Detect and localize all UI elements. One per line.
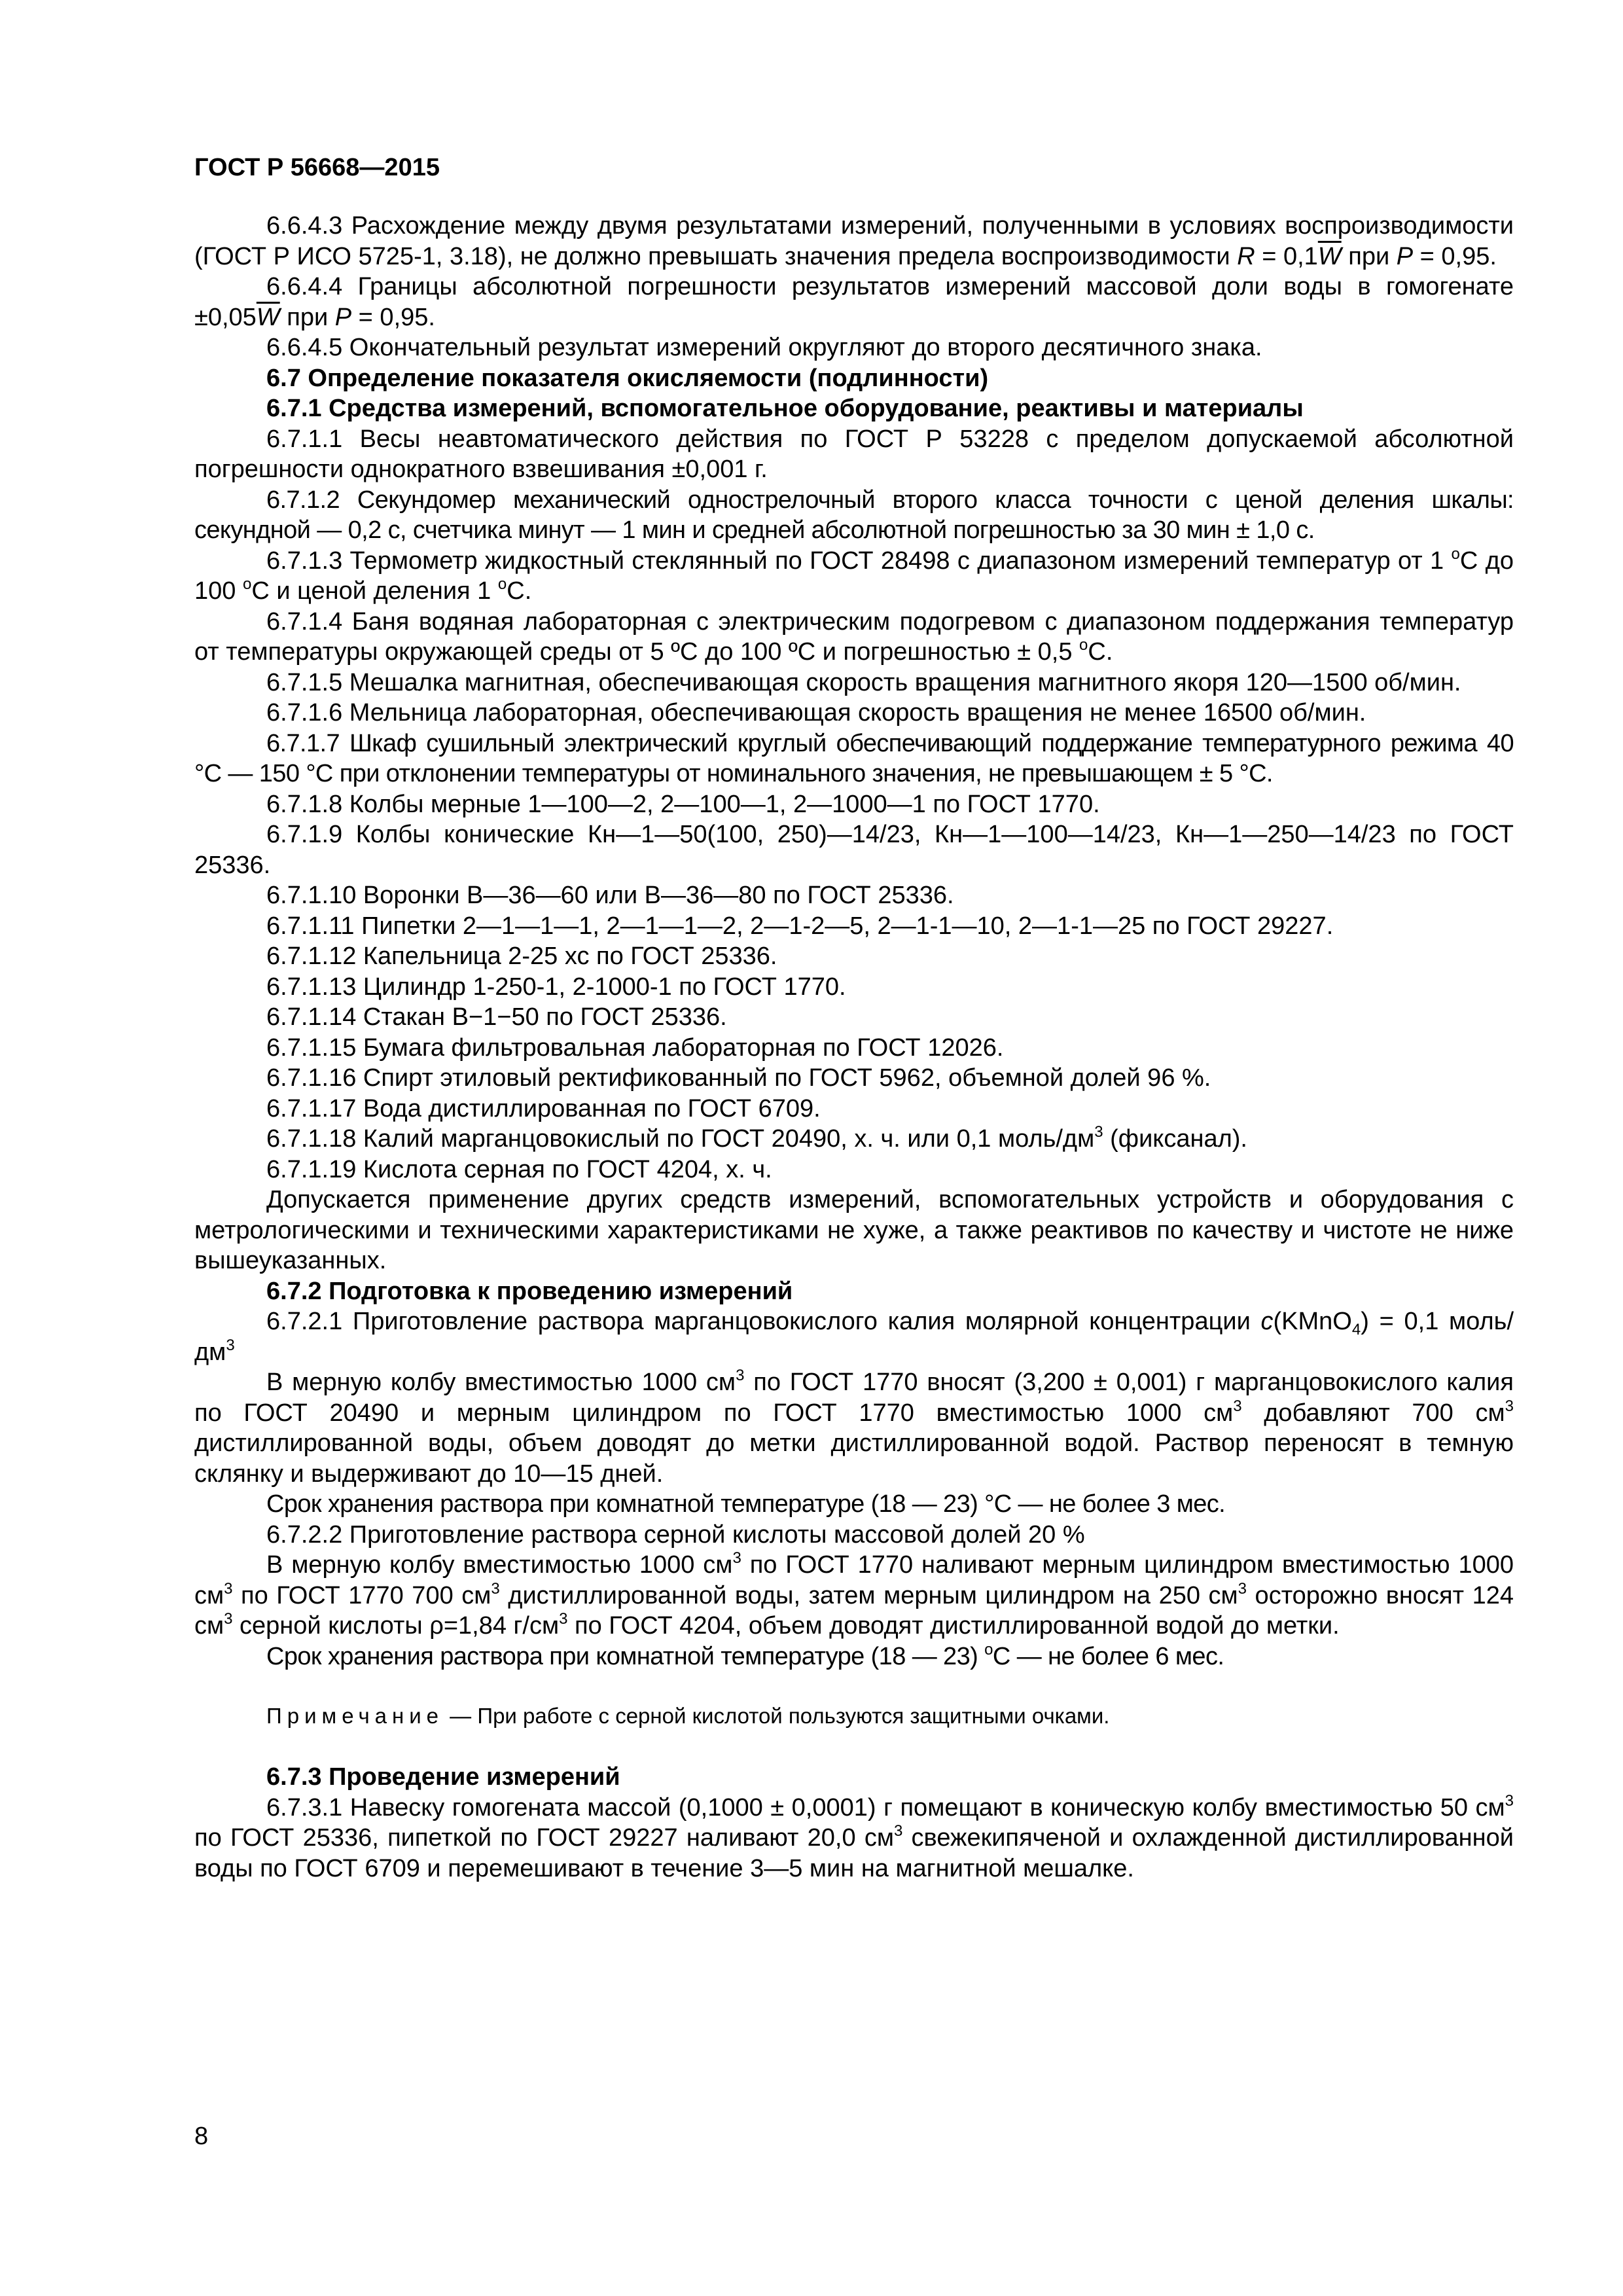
note-label: Примечание	[266, 1704, 444, 1728]
paragraph-6-7-1-10: 6.7.1.10 Воронки В—36—60 или В—36—80 по ГОСТ 25336.	[266, 882, 954, 909]
mean-w-symbol: $\overline{W}$	[1317, 242, 1342, 270]
paragraph-allowed-substitutes: Допускается применение других средств измерений, вспомогательных устройств и оборудования с метрологическими и техническими характеристиками не хуже, а также реактивов по качеству и чистоте не ниже вышеуказанных.	[194, 1186, 1514, 1274]
paragraph-6-6-4-4: 6.6.4.4 Границы абсолютной погрешности результатов измерений массовой доли воды в гомогенате $\pm 0,05\overline{W}$ при P = 0,95.	[194, 273, 1514, 331]
paragraph-6-7-3-1: 6.7.3.1 Навеску гомогената массой (0,1000 ± 0,0001) г помещают в коническую колбу вместимостью 50 $см^3$ по ГОСТ 25336, пипеткой по ГОСТ 29227 наливают 20,0 $см^3$ свежекипяченой и охлажденной дистиллированной воды по ГОСТ 6709 и перемешивают в течение 3—5 мин на магнитной мешалке.	[194, 1791, 1514, 1882]
paragraph-6-7-1-2: 6.7.1.2 Секундомер механический однострелочный второго класса точности с ценой деления шкалы: секундной — 0,2 с, счетчика минут — 1 мин и средней абсолютной погрешностью за 30 мин ± 1,0 с.	[194, 486, 1514, 544]
note	[194, 1702, 1514, 1731]
document-header: ГОСТ Р 56668—2015	[194, 154, 440, 181]
paragraph-permanganate-preparation: В мерную колбу вместимостью 1000 $см^3$ по ГОСТ 1770 вносят (3,200 ± 0,001) г марганцовокислого калия по ГОСТ 20490 и мерным цилиндром по ГОСТ 1770 вместимостью 1000 $см^3$ добавляют 700 $см^3$ дистиллированной воды, объем доводят до метки дистиллированной водой. Раствор переносят в темную склянку и выдерживают до 10—15 дней.	[194, 1367, 1514, 1488]
paragraph-6-7-1-1: 6.7.1.1 Весы неавтоматического действия по ГОСТ Р 53228 с пределом допускаемой абсолютной погрешности однократного взвешивания ±0,001 г.	[194, 425, 1514, 483]
paragraph-acid-preparation: В мерную колбу вместимостью 1000 $см^3$ по ГОСТ 1770 наливают мерным цилиндром вместимостью 1000 $см^3$ по ГОСТ 1770 700 $см^3$ дистиллированной воды, затем мерным цилиндром на 250 $см^3$ осторожно вносят 124 $см^3$ серной кислоты ρ=1,84 $г/см^3$ по ГОСТ 4204, объем доводят дистиллированной водой до метки.	[194, 1549, 1514, 1640]
paragraph-6-7-1-17: 6.7.1.17 Вода дистиллированная по ГОСТ 6709.	[266, 1094, 821, 1122]
paragraph-6-7-1-11: 6.7.1.11 Пипетки 2—1—1—1, 2—1—1—2, 2—1-2—5, 2—1-1—10, 2—1-1—25 по ГОСТ 29227.	[266, 912, 1334, 940]
heading-6-7-1: 6.7.1 Средства измерений, вспомогательное оборудование, реактивы и материалы	[266, 395, 1304, 422]
paragraph-6-6-4-5: 6.6.4.5 Окончательный результат измерений округляют до второго десятичного знака.	[266, 334, 1262, 361]
paragraph-6-7-1-6: 6.7.1.6 Мельница лабораторная, обеспечивающая скорость вращения не менее 16500 об/мин.	[266, 699, 1366, 726]
paragraph-6-6-4-3: 6.6.4.3 Расхождение между двумя результатами измерений, полученными в условиях воспроизводимости (ГОСТ Р ИСО 5725-1, 3.18), не должно превышать значения предела воспроизводимости $R = 0,1\overline{W}$ при P = 0,95.	[194, 212, 1514, 270]
paragraph-6-7-1-13: 6.7.1.13 Цилиндр 1-250-1, 2-1000-1 по ГОСТ 1770.	[266, 973, 846, 1001]
paragraph-storage-6-months: Срок хранения раствора при комнатной температуре (18 — 23) $^о$С — не более 6 мес.	[266, 1640, 1224, 1670]
paragraph-6-7-1-9: 6.7.1.9 Колбы конические Кн—1—50(100, 250)—14/23, Кн—1—100—14/23, Кн—1—250—14/23 по ГОСТ 25336.	[194, 821, 1514, 879]
note-text: — При работе с серной кислотой пользуются защитными очками.	[444, 1704, 1110, 1728]
paragraph-6-7-1-19: 6.7.1.19 Кислота серная по ГОСТ 4204, х. ч.	[266, 1155, 772, 1183]
paragraph-6-7-1-3: 6.7.1.3 Термометр жидкостный стеклянный по ГОСТ 28498 с диапазоном измерений температур от 1 $^о$С до 100 $^о$С и ценой деления 1 $^о$С.	[194, 545, 1514, 605]
paragraph-6-7-2-2: 6.7.2.2 Приготовление раствора серной кислоты массовой долей 20 %	[266, 1520, 1085, 1549]
heading-6-7-2: 6.7.2 Подготовка к проведению измерений	[266, 1277, 793, 1305]
document-body	[194, 211, 1514, 1884]
paragraph-6-7-1-5: 6.7.1.5 Мешалка магнитная, обеспечивающая скорость вращения магнитного якоря 120—1500 об/мин.	[266, 668, 1461, 696]
heading-6-7-3: 6.7.3 Проведение измерений	[266, 1763, 620, 1791]
paragraph-6-7-1-4: 6.7.1.4 Баня водяная лабораторная с электрическим подогревом с диапазоном поддержания температур от температуры окружающей среды от 5 ºС до 100 ºС и погрешностью ± 0,5 $^о$С.	[194, 607, 1514, 666]
paragraph-6-7-1-15: 6.7.1.15 Бумага фильтровальная лабораторная по ГОСТ 12026.	[266, 1033, 1004, 1062]
paragraph-6-7-1-18: 6.7.1.18 Калий марганцовокислый по ГОСТ 20490, х. ч. или 0,1 моль/$дм^3$ (фиксанал).	[266, 1123, 1247, 1153]
paragraph-6-7-1-16: 6.7.1.16 Спирт этиловый ректификованный по ГОСТ 5962, объемной долей 96 %.	[266, 1064, 1211, 1092]
paragraph-6-7-2-1: 6.7.2.1 Приготовление раствора марганцовокислого калия молярной концентрации c(KMnO$_4$) = 0,1 моль/$дм^3$	[194, 1308, 1514, 1366]
paragraph-6-7-1-8: 6.7.1.8 Колбы мерные 1—100—2, 2—100—1, 2—1000—1 по ГОСТ 1770.	[266, 790, 1100, 818]
paragraph-6-7-1-14: 6.7.1.14 Стакан В−1−50 по ГОСТ 25336.	[266, 1003, 727, 1031]
paragraph-6-7-1-12: 6.7.1.12 Капельница 2-25 хс по ГОСТ 25336.	[266, 942, 777, 970]
paragraph-6-7-1-7: 6.7.1.7 Шкаф сушильный электрический круглый обеспечивающий поддержание температурного режима 40 °С — 150 °С при отклонении температуры от номинального значения, не превышающем ± 5 °С.	[194, 729, 1514, 787]
paragraph-storage-3-months: Срок хранения раствора при комнатной температуре (18 — 23) °С — не более 3 мес.	[266, 1490, 1226, 1518]
mean-w-symbol: $\overline{W}$	[256, 303, 280, 331]
heading-6-7: 6.7 Определение показателя окисляемости (подлинности)	[266, 364, 989, 392]
page-number: 8	[194, 2123, 209, 2150]
